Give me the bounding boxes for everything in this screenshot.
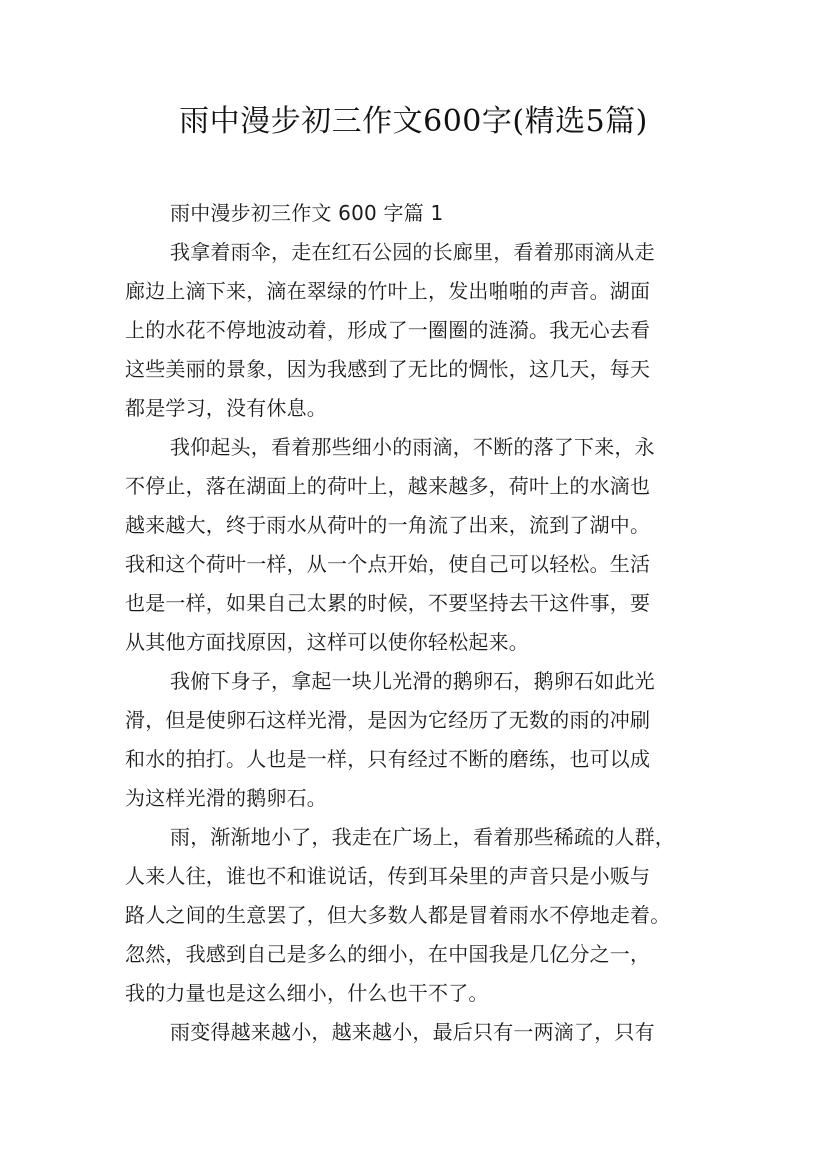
paragraph-1 (125, 233, 715, 428)
text-line: 不停止，落在湖面上的荷叶上，越来越多，荷叶上的水滴也 (125, 474, 651, 498)
text-line: 这些美丽的景象，因为我感到了无比的惆怅，这几天，每天 (125, 357, 651, 381)
text-line: 我和这个荷叶一样，从一个点开始，使自己可以轻松。生活 (125, 552, 651, 576)
paragraph-3 (125, 662, 715, 818)
text-line: 廊边上滴下来，滴在翠绿的竹叶上，发出啪啪的声音。湖面 (125, 279, 651, 303)
text-line: 也是一样，如果自己太累的时候，不要坚持去干这件事，要 (125, 591, 651, 615)
text-line: 上的水花不停地波动着，形成了一圈圈的涟漪。我无心去看 (125, 318, 651, 342)
text-line: 为这样光滑的鹅卵石。 (125, 786, 327, 810)
text-line: 从其他方面找原因，这样可以使你轻松起来。 (125, 630, 529, 654)
paragraph-5 (125, 1013, 715, 1052)
text-line: 我拿着雨伞，走在红石公园的长廊里，看着那雨滴从走 (170, 240, 655, 264)
document-title: 雨中漫步初三作文600字(精选5篇) (179, 104, 648, 139)
text-line: 都是学习，没有休息。 (125, 396, 327, 420)
text-line: 忽然，我感到自己是多么的细小，在中国我是几亿分之一， (125, 942, 651, 966)
text-line: 雨变得越来越小，越来越小，最后只有一两滴了，只有 (170, 1020, 655, 1044)
text-line: 我的力量也是这么细小，什么也干不了。 (125, 981, 489, 1005)
text-line: 越来越大，终于雨水从荷叶的一角流了出来，流到了湖中。 (125, 513, 651, 537)
text-line: 滑，但是使卵石这样光滑，是因为它经历了无数的雨的冲刷 (125, 708, 651, 732)
document-body (125, 194, 715, 1052)
text-line: 我仰起头，看着那些细小的雨滴，不断的落了下来，永 (170, 435, 655, 459)
section-heading: 雨中漫步初三作文 600 字篇 1 (170, 201, 444, 225)
text-line: 雨，渐渐地小了，我走在广场上，看着那些稀疏的人群， (170, 825, 675, 849)
text-line: 人来人往，谁也不和谁说话，传到耳朵里的声音只是小贩与 (125, 864, 651, 888)
paragraph-4 (125, 818, 715, 1013)
text-line: 我俯下身子，拿起一块儿光滑的鹅卵石，鹅卵石如此光 (170, 669, 655, 693)
paragraph-2 (125, 428, 715, 662)
text-line: 路人之间的生意罢了，但大多数人都是冒着雨水不停地走着。 (125, 903, 671, 927)
text-line: 和水的拍打。人也是一样，只有经过不断的磨练，也可以成 (125, 747, 651, 771)
